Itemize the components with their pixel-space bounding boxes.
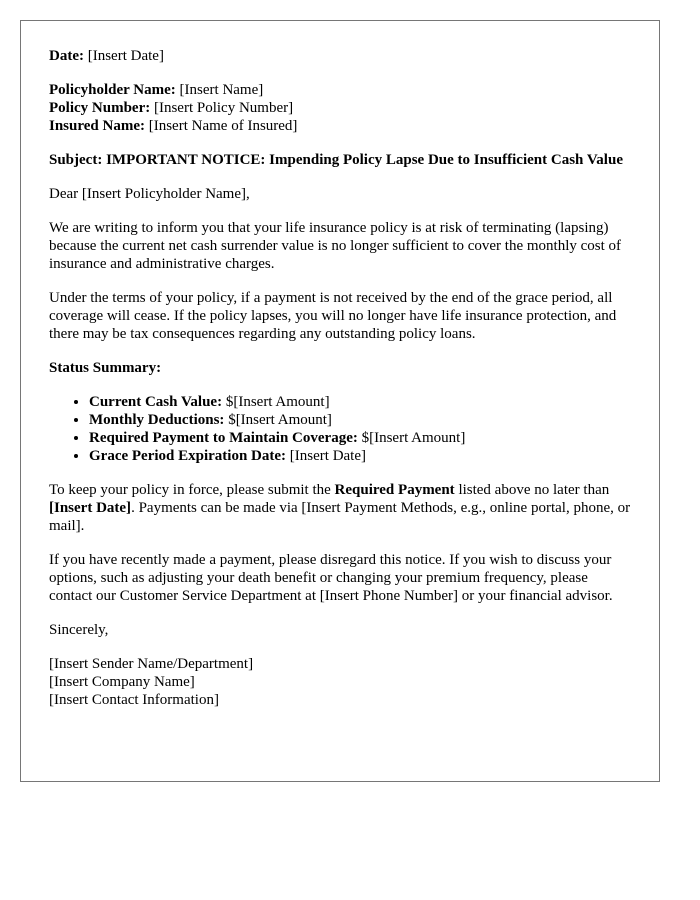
letter-document: [20, 20, 660, 782]
signature-block: [49, 655, 631, 709]
deadline-date-emphasis: [Insert Date]: [49, 500, 132, 516]
contact-info: [Insert Contact Information]: [49, 692, 219, 708]
status-item-value: [Insert Date]: [289, 448, 367, 464]
status-item-value: $[Insert Amount]: [228, 412, 332, 428]
status-item-value: $[Insert Amount]: [361, 430, 466, 446]
status-item-grace-expiration: [89, 447, 631, 465]
paragraph-payment-instructions: [49, 481, 631, 535]
insured-value: [Insert Name of Insured]: [148, 118, 298, 134]
policy-number-label: Policy Number:: [49, 100, 151, 116]
text-segment: listed above no later than: [454, 482, 610, 498]
status-item-required-payment: [89, 429, 631, 447]
policy-number-value: [Insert Policy Number]: [153, 100, 294, 116]
sender-name: [Insert Sender Name/Department]: [49, 656, 254, 672]
status-item-label: Grace Period Expiration Date:: [89, 448, 287, 464]
policy-details: [49, 81, 631, 135]
salutation: Dear [Insert Policyholder Name],: [49, 186, 250, 202]
text-segment: . Payments can be made via [Insert Payment Methods, e.g., online portal, phone, or mail].: [49, 500, 631, 534]
policy-number-line: [49, 99, 631, 117]
date-value: [Insert Date]: [87, 48, 164, 64]
status-item-label: Current Cash Value:: [89, 394, 223, 410]
status-item-label: Required Payment to Maintain Coverage:: [89, 430, 358, 446]
text-segment: To keep your policy in force, please submit the: [49, 482, 335, 498]
subject-line: Subject: IMPORTANT NOTICE: Impending Policy Lapse Due to Insufficient Cash Value: [49, 152, 623, 168]
date-line: [49, 47, 631, 65]
status-heading: Status Summary:: [49, 360, 162, 376]
closing: Sincerely,: [49, 622, 109, 638]
policyholder-line: [49, 81, 631, 99]
status-item-value: $[Insert Amount]: [225, 394, 330, 410]
status-item-label: Monthly Deductions:: [89, 412, 225, 428]
policyholder-value: [Insert Name]: [179, 82, 264, 98]
paragraph-contact: If you have recently made a payment, please disregard this notice. If you wish to discuss your options, such as adjusting your death benefit or changing your premium frequency, please contact our Customer Service Department at [Insert Phone Number] or your financial advisor.: [49, 552, 613, 604]
insured-label: Insured Name:: [49, 118, 145, 134]
paragraph-grace-period: Under the terms of your policy, if a payment is not received by the end of the grace period, all coverage will cease. If the policy lapses, you will no longer have life insurance protection, and there may be tax consequences regarding any outstanding policy loans.: [49, 290, 617, 342]
required-payment-emphasis: Required Payment: [334, 482, 455, 498]
company-name: [Insert Company Name]: [49, 674, 195, 690]
status-list: [49, 393, 631, 465]
status-item-cash-value: [89, 393, 631, 411]
insured-line: [49, 117, 631, 135]
paragraph-risk: We are writing to inform you that your life insurance policy is at risk of terminating (lapsing) because the current net cash surrender value is no longer sufficient to cover the monthly cost of insurance and administrative charges.: [49, 220, 622, 272]
policyholder-label: Policyholder Name:: [49, 82, 176, 98]
date-label: Date:: [49, 48, 84, 64]
status-item-monthly-deductions: [89, 411, 631, 429]
